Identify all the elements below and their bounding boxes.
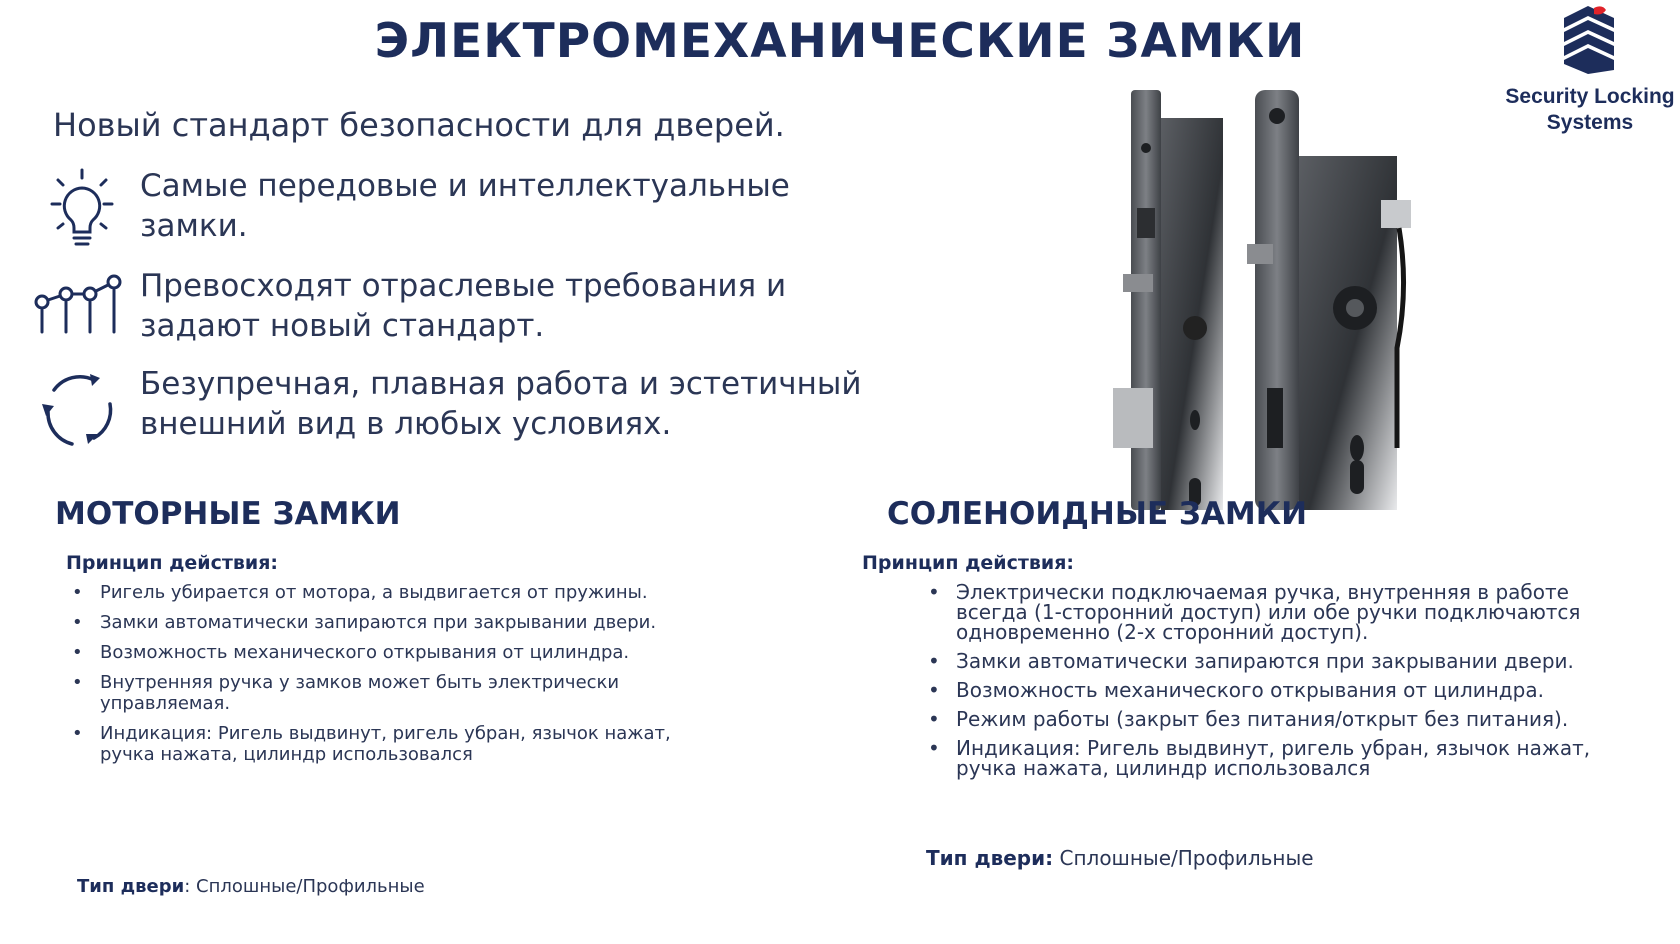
door-type-label: Тип двери: bbox=[926, 846, 1054, 870]
list-item: • Замки автоматически запираются при закрывании двери. bbox=[924, 651, 1636, 671]
feature-text bbox=[140, 166, 900, 246]
sls-logo-icon bbox=[1558, 4, 1622, 76]
feature-line-1: Самые передовые и интеллектуальные bbox=[140, 168, 790, 204]
lock-product-image bbox=[1095, 88, 1435, 518]
feature-item bbox=[30, 364, 890, 454]
motor-door-type bbox=[77, 876, 425, 897]
lightbulb-icon bbox=[30, 166, 130, 256]
solenoid-door-type bbox=[926, 846, 1314, 870]
solenoid-principle-label: Принцип действия: bbox=[862, 552, 1075, 574]
list-item: • Индикация: Ригель выдвинут, ригель убран, язычок нажат, ручка нажата, цилиндр использовался bbox=[924, 738, 1636, 778]
feature-item bbox=[30, 266, 890, 356]
logo-line-2: Systems bbox=[1546, 111, 1634, 134]
door-type-label: Тип двери bbox=[77, 876, 185, 897]
door-type-value: Сплошные/Профильные bbox=[1053, 846, 1314, 870]
motor-locks-title: МОТОРНЫЕ ЗАМКИ bbox=[55, 496, 401, 532]
solenoid-locks-title: СОЛЕНОИДНЫЕ ЗАМКИ bbox=[887, 496, 1308, 532]
feature-line-1: Превосходят отраслевые требования и bbox=[140, 268, 787, 304]
list-item: • Ригель убирается от мотора, а выдвигается от пружины. bbox=[68, 582, 680, 603]
list-item: • Внутренняя ручка у замков может быть электрически управляемая. bbox=[68, 672, 680, 714]
feature-line-1: Безупречная, плавная работа и эстетичный bbox=[140, 366, 862, 402]
door-type-value: : Сплошные/Профильные bbox=[184, 876, 425, 897]
feature-line-2: задают новый стандарт. bbox=[140, 308, 545, 344]
cycle-arrows-icon bbox=[30, 364, 130, 454]
page-title: ЭЛЕКТРОМЕХАНИЧЕСКИЕ ЗАМКИ bbox=[374, 14, 1306, 69]
list-item: • Возможность механического открывания от цилиндра. bbox=[924, 680, 1636, 700]
company-logo bbox=[1500, 4, 1680, 144]
feature-line-2: внешний вид в любых условиях. bbox=[140, 406, 672, 442]
feature-text bbox=[140, 266, 900, 346]
list-item: • Режим работы (закрыт без питания/открыт без питания). bbox=[924, 709, 1636, 729]
intro-text: Новый стандарт безопасности для дверей. bbox=[53, 106, 785, 144]
list-item: • Возможность механического открывания от цилиндра. bbox=[68, 642, 680, 663]
list-item: • Индикация: Ригель выдвинут, ригель убран, язычок нажат, ручка нажата, цилиндр использовался bbox=[68, 723, 680, 765]
feature-item bbox=[30, 166, 890, 256]
growth-chart-icon bbox=[30, 266, 130, 356]
motor-principle-label: Принцип действия: bbox=[66, 552, 279, 574]
list-item: • Электрически подключаемая ручка, внутренняя в работе всегда (1-сторонний доступ) или обе ручки подключаются одновременно (2-х сторонний доступ). bbox=[924, 582, 1636, 642]
list-item: • Замки автоматически запираются при закрывании двери. bbox=[68, 612, 680, 633]
motor-features-list bbox=[68, 582, 680, 774]
logo-line-1: Security Locking bbox=[1505, 85, 1675, 108]
logo-text bbox=[1500, 84, 1680, 136]
feature-line-2: замки. bbox=[140, 208, 248, 244]
solenoid-features-list bbox=[924, 582, 1636, 787]
feature-text bbox=[140, 364, 900, 444]
